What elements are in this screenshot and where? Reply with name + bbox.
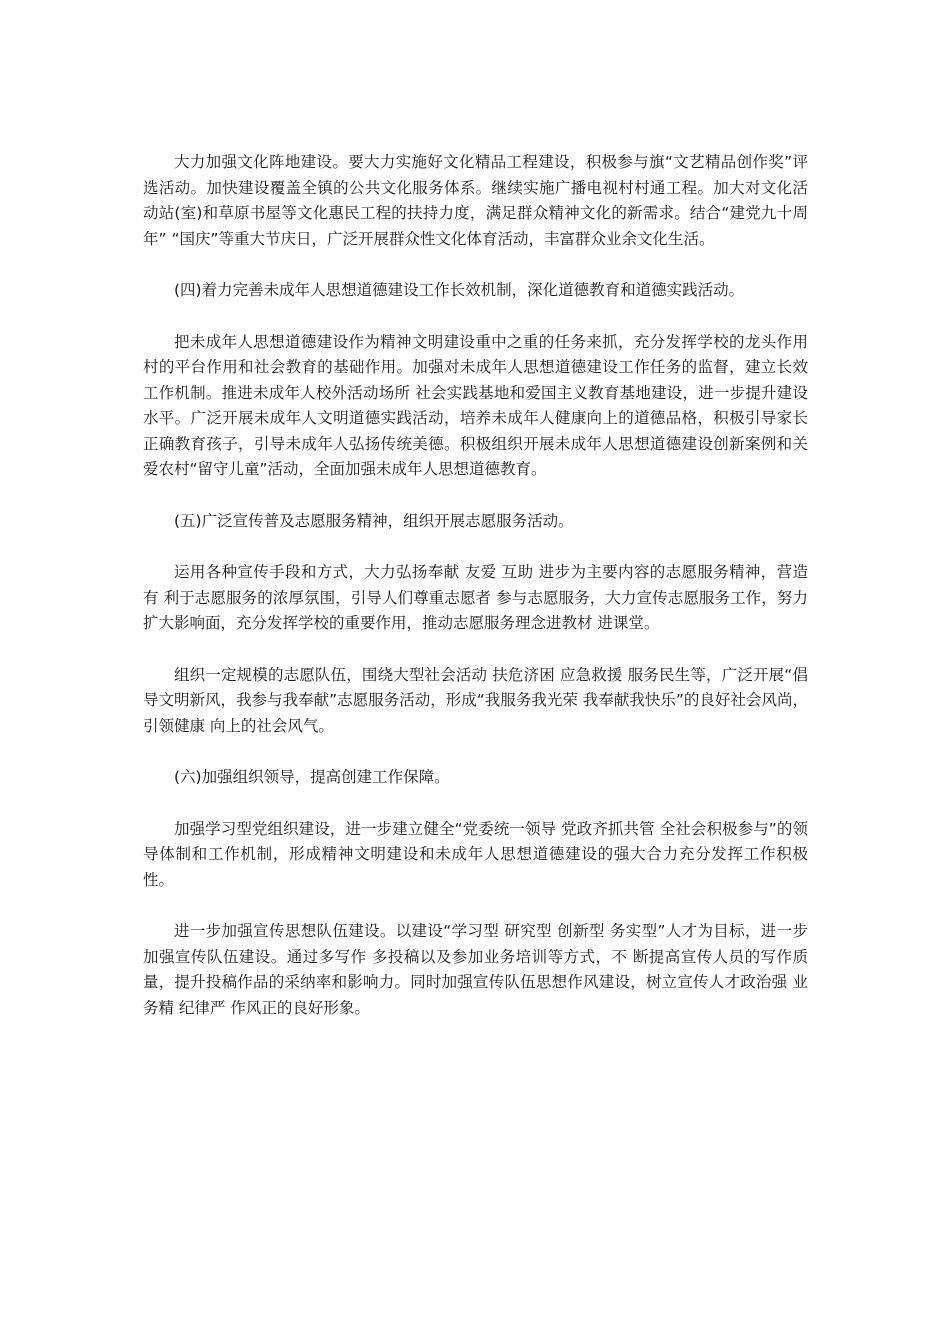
paragraph-publicity-team: 进一步加强宣传思想队伍建设。以建设“学习型 研究型 创新型 务实型”人才为目标，进一步加强宣传队伍建设。通过多写作 多投稿以及参加业务培训等方式，不 断提高宣传人员的写作质量，提升投稿作品的采纳率和影响力。同时加强宣传队伍思想作风建设，树立宣传人才政治强 业务精 纪律严 作风正的良好形象。: [143, 922, 808, 1017]
paragraph-volunteer-publicity: 运用各种宣传手段和方式，大力弘扬奉献 友爱 互助 进步为主要内容的志愿服务精神，营造有 利于志愿服务的浓厚氛围，引导人们尊重志愿者 参与志愿服务，大力宣传志愿服务工作，努力扩大影响面，充分发挥学校的重要作用，推动志愿服务理念进教材 进课堂。: [143, 563, 808, 632]
paragraph-culture-construction: 大力加强文化阵地建设。要大力实施好文化精品工程建设，积极参与旗“文艺精品创作奖”评选活动。加快建设覆盖全镇的公共文化服务体系。继续实施广播电视村村通工程。加大对文化活动站(室)和草原书屋等文化惠民工程的扶持力度，满足群众精神文化的新需求。结合“建党九十周年” “国庆”等重大节庆日，广泛开展群众性文化体育活动，丰富群众业余文化生活。: [143, 153, 808, 248]
paragraph-volunteer-teams: 组织一定规模的志愿队伍，围绕大型社会活动 扶危济困 应急救援 服务民生等，广泛开展“倡导文明新风，我参与我奉献”志愿服务活动，形成“我服务我光荣 我奉献我快乐”的良好社会风尚，引领健康 向上的社会风气。: [143, 665, 808, 735]
section-heading-6: (六)加强组织领导，提高创建工作保障。: [174, 768, 450, 786]
paragraph-minors-moral-education: 把未成年人思想道德建设作为精神文明建设重中之重的任务来抓，充分发挥学校的龙头作用 村的平台作用和社会教育的基础作用。加强对未成年人思想道德建设工作任务的监督，建立长效工作机制。推进未成年人校外活动场所 社会实践基地和爱国主义教育基地建设，进一步提升建设水平。广泛开展未成年人文明道德实践活动，培养未成年人健康向上的道德品格，积极引导家长正确教育孩子，引导未成年人弘扬传统美德。积极组织开展未成年人思想道德建设创新案例和关爱农村“留守儿童”活动，全面加强未成年人思想道德教育。: [143, 332, 808, 478]
document-body: [143, 150, 808, 1047]
paragraph-party-organization: 加强学习型党组织建设，进一步建立健全“党委统一领导 党政齐抓共管 全社会积极参与”的领导体制和工作机制，形成精神文明建设和未成年人思想道德建设的强大合力充分发挥工作积极性。: [143, 819, 808, 889]
section-heading-5: (五)广泛宣传普及志愿服务精神，组织开展志愿服务活动。: [174, 511, 574, 530]
section-heading-4: (四)着力完善未成年人思想道德建设工作长效机制，深化道德教育和道德实践活动。: [174, 281, 745, 299]
